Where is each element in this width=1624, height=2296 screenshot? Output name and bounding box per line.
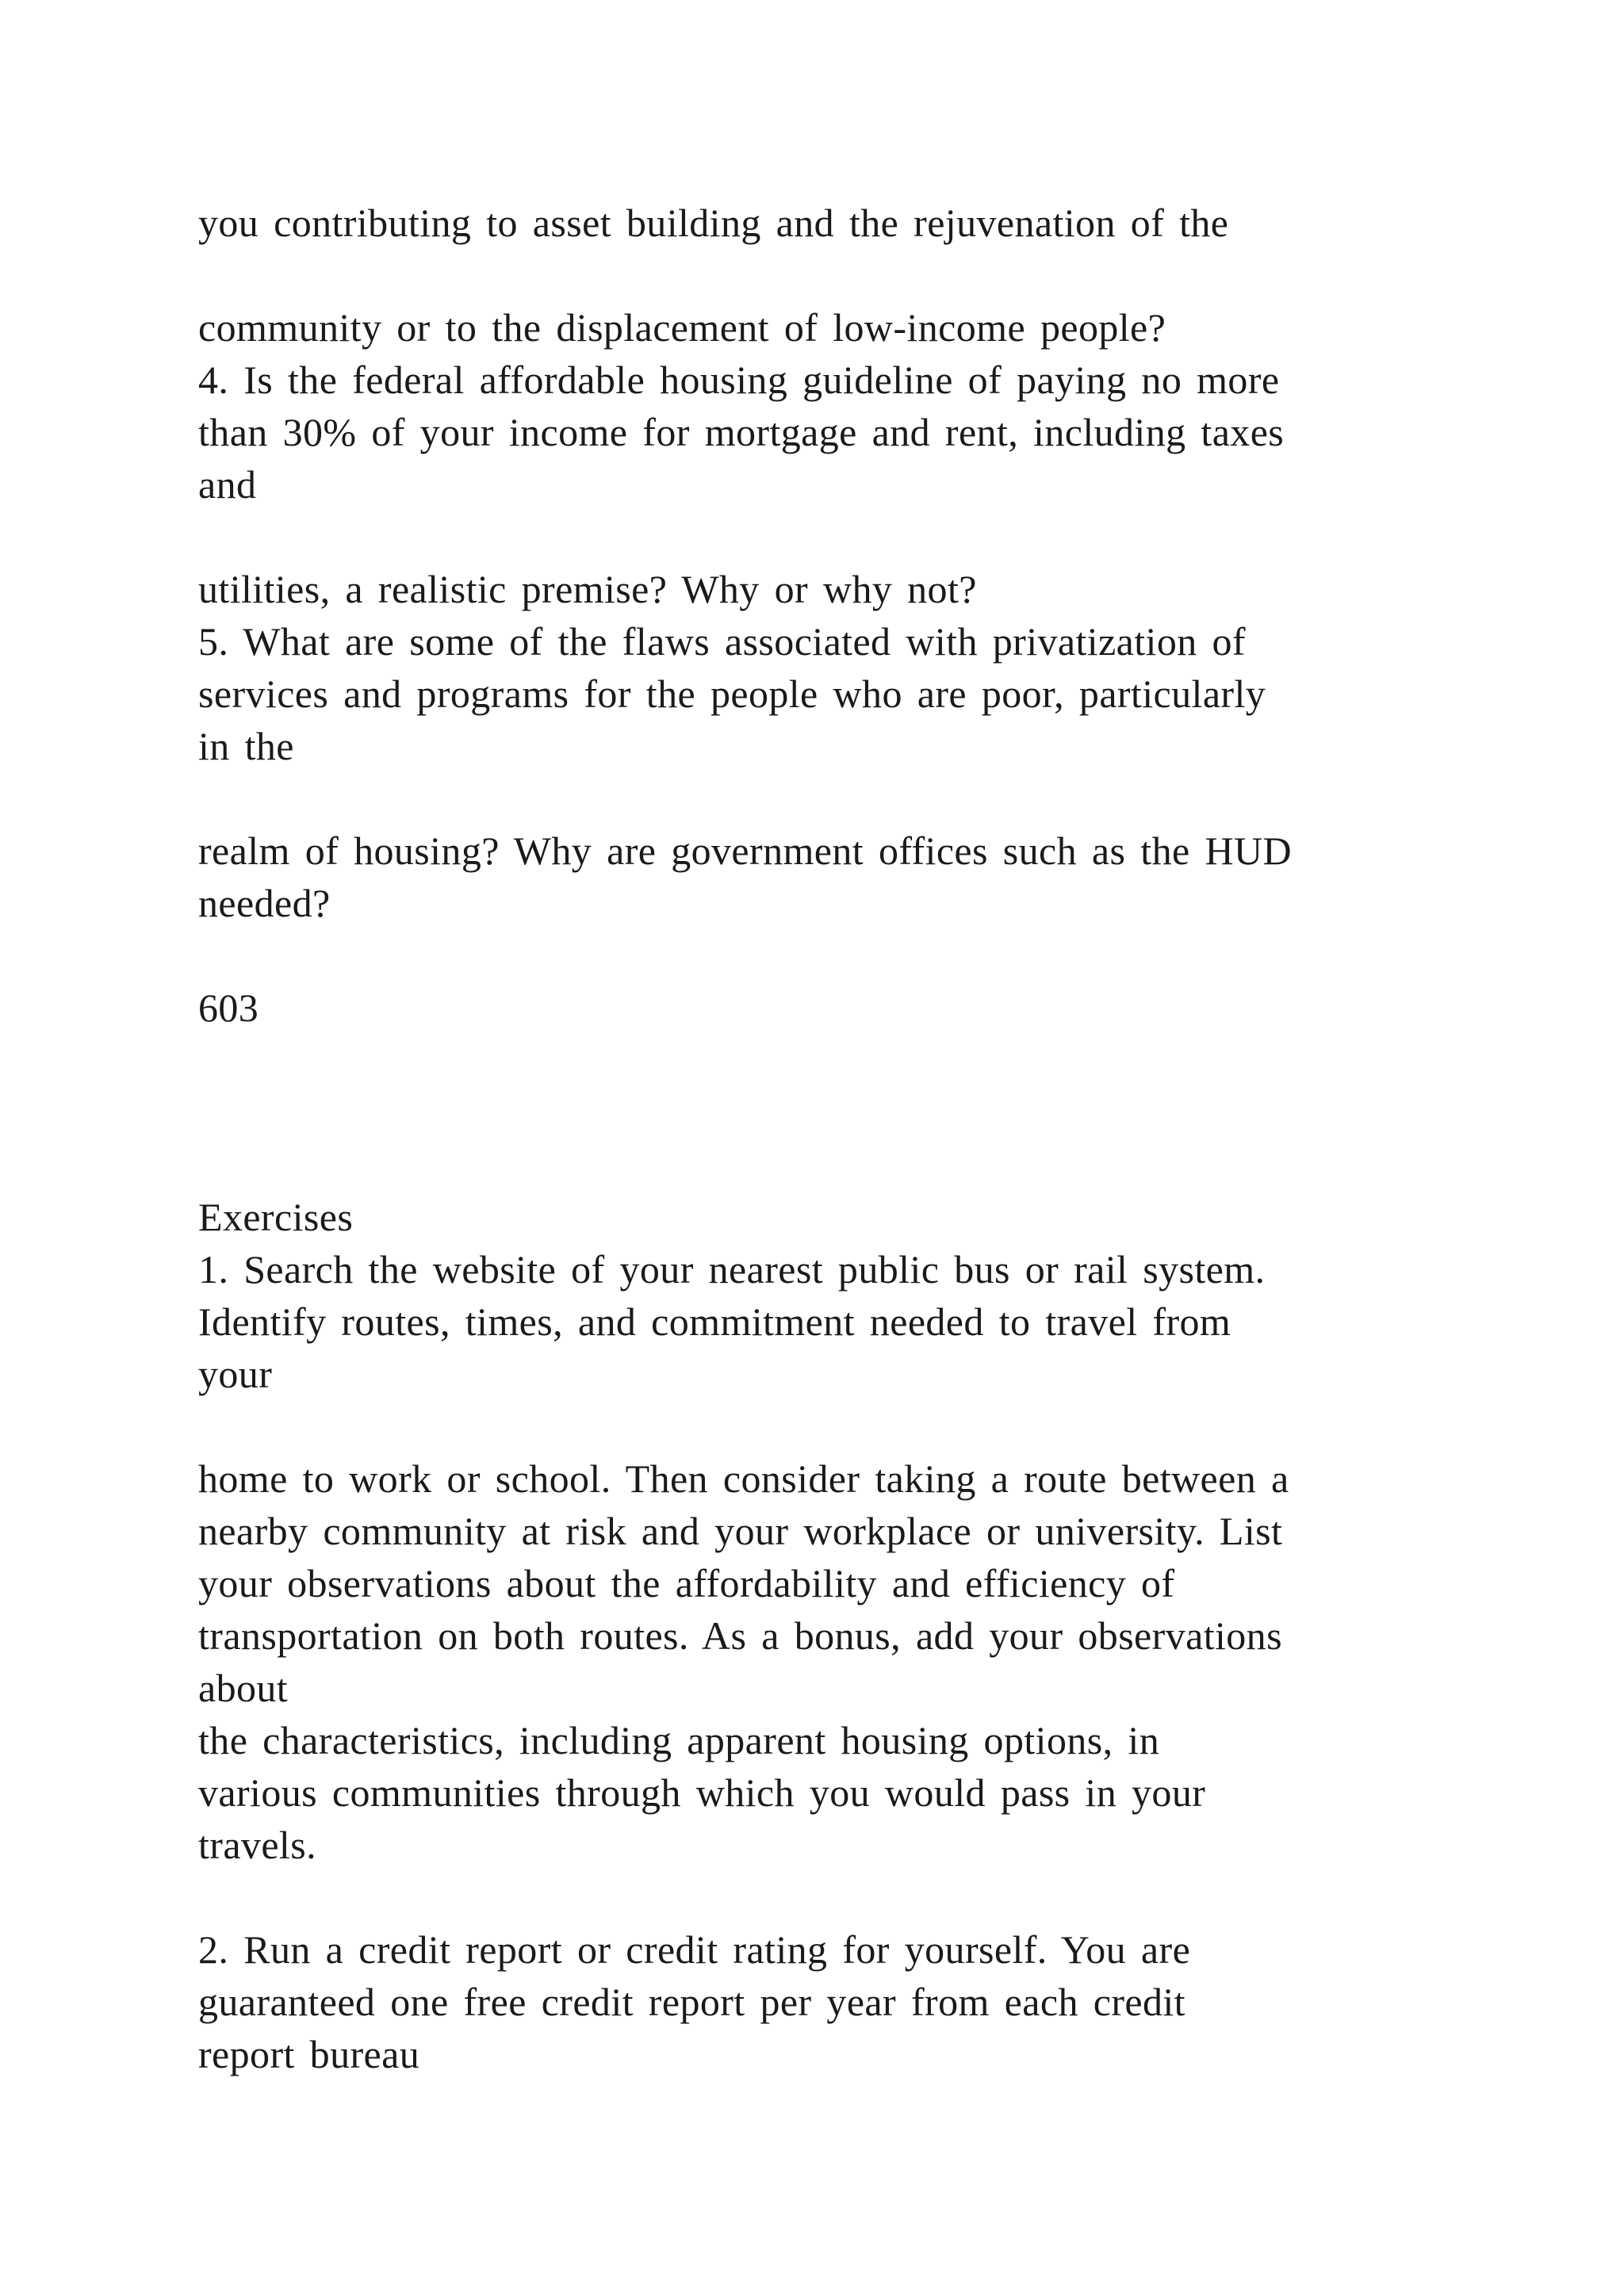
text-line: 4. Is the federal affordable housing guideline of paying no more — [198, 358, 1280, 402]
text-line: in the — [198, 724, 294, 768]
text-line: you contributing to asset building and the rejuvenation of the — [198, 201, 1229, 245]
text-line: your — [198, 1352, 273, 1396]
text-line: community or to the displacement of low-income people? — [198, 305, 1166, 350]
text-line: travels. — [198, 1823, 316, 1867]
text-line: utilities, a realistic premise? Why or why not? — [198, 567, 977, 611]
text-line: services and programs for the people who are poor, particularly — [198, 672, 1266, 716]
text-line: 1. Search the website of your nearest public bus or rail system. — [198, 1247, 1266, 1292]
page-number: 603 — [198, 985, 259, 1030]
text-line: realm of housing? Why are government offices such as the HUD — [198, 828, 1292, 873]
text-line: report bureau — [198, 2032, 420, 2076]
text-line: 5. What are some of the flaws associated with privatization of — [198, 619, 1246, 664]
section-heading: Exercises — [198, 1195, 354, 1239]
text-line: home to work or school. Then consider taking a route between a — [198, 1456, 1289, 1501]
text-line: Identify routes, times, and commitment needed to travel from — [198, 1299, 1231, 1344]
text-line: than 30% of your income for mortgage and rent, including taxes — [198, 410, 1285, 454]
text-line: your observations about the affordability and efficiency of — [198, 1561, 1175, 1605]
text-line: about — [198, 1666, 289, 1710]
text-line: the characteristics, including apparent housing options, in — [198, 1718, 1160, 1762]
text-line: various communities through which you would pass in your — [198, 1770, 1206, 1815]
text-line: guaranteed one free credit report per year from each credit — [198, 1980, 1185, 2024]
text-line: 2. Run a credit report or credit rating for yourself. You are — [198, 1927, 1191, 1972]
text-line: nearby community at risk and your workplace or university. List — [198, 1509, 1283, 1553]
text-line: and — [198, 462, 257, 507]
text-line: needed? — [198, 881, 331, 925]
text-line: transportation on both routes. As a bonus, add your observations — [198, 1613, 1282, 1658]
